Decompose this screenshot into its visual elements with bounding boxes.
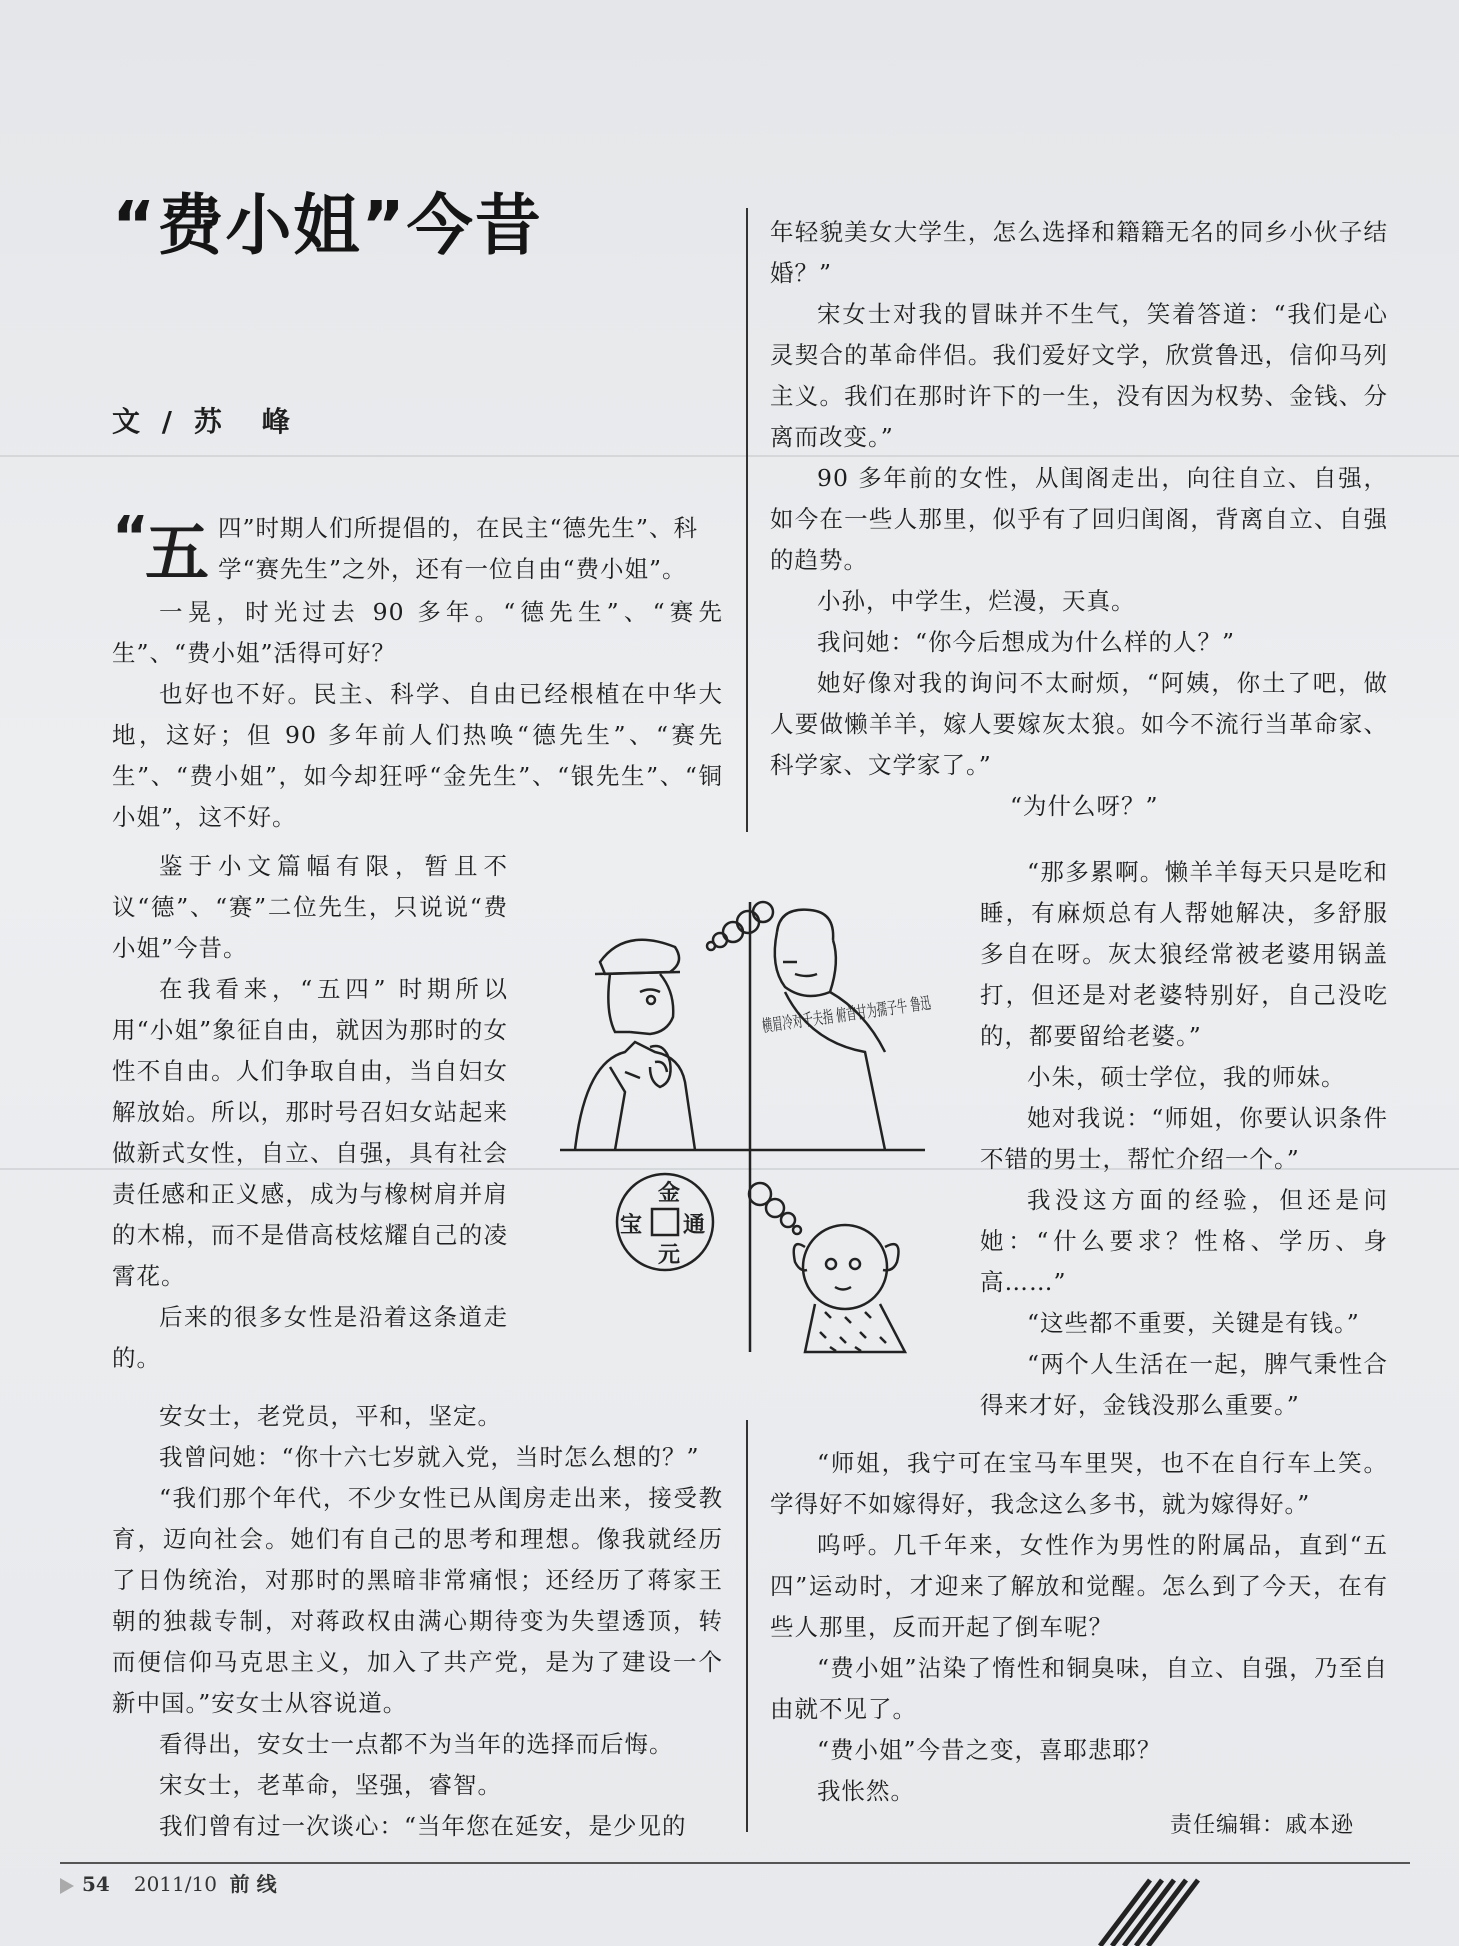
girl-figure	[794, 1225, 905, 1352]
right-column-top	[770, 212, 1388, 827]
binder-clip-shadow	[1080, 1870, 1200, 1946]
left-column-bottom	[112, 1396, 723, 1847]
article-title: “费小姐”今昔	[112, 187, 543, 264]
coin-char-right: 通	[683, 1212, 706, 1238]
paragraph: “费小姐”今昔之变，喜耶悲耶？	[817, 1736, 1162, 1764]
paragraph: 宋女士，老革命，坚强，睿智。	[159, 1771, 502, 1799]
thought-bubble	[707, 942, 715, 950]
left-column-top	[112, 592, 723, 838]
paragraph: “师姐，我宁可在宝马车里哭，也不在自行车上笑。学得好不如嫁得好，我念这么多书，就为嫁得好。”	[770, 1449, 1388, 1518]
paragraph: 她好像对我的询问不太耐烦，“阿姨，你土了吧，做人要做懒羊羊，嫁人要嫁灰太狼。如今不流行当革命家、科学家、文学家了。”	[770, 669, 1388, 779]
thought-bubble	[793, 1226, 801, 1234]
paragraph: “这些都不重要，关键是有钱。”	[1027, 1309, 1360, 1337]
cartoon-illustration	[555, 892, 1044, 1362]
right-column-bottom	[770, 1443, 1388, 1812]
intro-line: 学“赛先生”之外，还有一位自由“费小姐”。	[218, 555, 687, 583]
thought-bubble	[753, 902, 773, 922]
magazine-name: 前 线	[229, 1872, 277, 1896]
coin-char-bottom: 元	[658, 1242, 681, 1268]
paragraph: “为什么呀？”	[1010, 792, 1159, 820]
paragraph: 呜呼。几千年来，女性作为男性的附属品，直到“五四”运动时，才迎来了解放和觉醒。怎么到了今天，在有些人那里，反而开起了倒车呢？	[770, 1531, 1388, 1641]
paragraph: 安女士，老党员，平和，坚定。	[159, 1402, 502, 1430]
responsible-editor: 责任编辑：戚本逊	[1170, 1813, 1355, 1838]
intro-line: 四”时期人们所提倡的，在民主“德先生”、科	[218, 514, 699, 542]
right-column-narrow	[980, 852, 1388, 1426]
intro-lines	[218, 508, 723, 590]
paragraph: 我怅然。	[817, 1777, 915, 1805]
paragraph: “两个人生活在一起，脾气秉性合得来才好，金钱没那么重要。”	[980, 1350, 1388, 1419]
issue-date: 2011/10	[133, 1872, 217, 1896]
opening-quote-mark: “	[112, 505, 149, 570]
paragraph: 小朱，硕士学位，我的师妹。	[1027, 1063, 1346, 1091]
paragraph: 在我看来，“五四” 时期所以用“小姐”象征自由，就因为那时的女性不自由。人们争取自由，当自妇女解放始。所以，那时号召妇女站起来做新式女性，自立、自强，具有社会责任感和正义感，成为与橡树肩并肩的木棉，而不是借高枝炫耀自己的凌霄花。	[112, 975, 508, 1290]
coin-char-left: 宝	[620, 1212, 643, 1238]
left-column-narrow	[112, 846, 508, 1379]
paragraph: 我没这方面的经验，但还是问她：“什么要求？性格、学历、身高……”	[980, 1186, 1388, 1296]
paragraph: 一晃，时光过去 90 多年。“德先生”、“赛先生”、“费小姐”活得可好？	[112, 598, 723, 667]
paragraph: 我曾问她：“你十六七岁就入党，当时怎么想的？”	[159, 1443, 700, 1471]
drop-cap: 五	[145, 516, 209, 591]
byline: 文 / 苏 峰	[112, 405, 296, 438]
paragraph: 鉴于小文篇幅有限，暂且不议“德”、“赛”二位先生，只说说“费小姐”今昔。	[112, 852, 508, 962]
paragraph: “费小姐”沾染了惰性和铜臭味，自立、自强，乃至自由就不见了。	[770, 1654, 1388, 1723]
column-divider	[746, 1420, 748, 1832]
woman-in-cap-figure	[575, 940, 695, 1150]
paragraph: 我们曾有过一次谈心：“当年您在延安，是少见的	[159, 1812, 687, 1840]
paragraph: 90 多年前的女性，从闺阁走出，向往自立、自强，如今在一些人那里，似乎有了回归闺阁，背离自立、自强的趋势。	[770, 464, 1388, 574]
paragraph: “我们那个年代，不少女性已从闺房走出来，接受教育，迈向社会。她们有自己的思考和理想。像我就经历了日伪统治，对那时的黑暗非常痛恨；还经历了蒋家王朝的独裁专制，对蒋政权由满心期待变为失望透顶，转而便信仰马克思主义，加入了共产党，是为了建设一个新中国。”安女士从容说道。	[112, 1484, 723, 1717]
thought-bubble	[766, 1199, 784, 1217]
page-footer	[60, 1868, 277, 1897]
paragraph: 也好也不好。民主、科学、自由已经根植在中华大地，这好；但 90 多年前人们热唤“德先生”、“赛先生”、“费小姐”，如今却狂呼“金先生”、“银先生”、“铜小姐”，这不好。	[112, 680, 723, 831]
page-number: 54	[82, 1872, 110, 1896]
paragraph: 我问她：“你今后想成为什么样的人？”	[817, 628, 1236, 656]
calligraphy-inscription: 横眉冷对千夫指 俯首甘为孺子牛 鲁迅	[760, 977, 1044, 1037]
thought-bubble	[781, 1213, 795, 1227]
paragraph: 看得出，安女士一点都不为当年的选择而后悔。	[159, 1730, 674, 1758]
paragraph: 宋女士对我的冒昧并不生气，笑着答道：“我们是心灵契合的革命伴侣。我们爱好文学，欣赏鲁迅，信仰马列主义。我们在那时许下的一生，没有因为权势、金钱、分离而改变。”	[770, 300, 1388, 451]
triangle-marker-icon	[60, 1878, 74, 1894]
paragraph: 年轻貌美女大学生，怎么选择和籍籍无名的同乡小伙子结婚？”	[770, 218, 1388, 287]
thought-bubble	[737, 911, 759, 933]
coin-char-top: 金	[658, 1180, 681, 1206]
paragraph: 她对我说：“师姐，你要认识条件不错的男士，帮忙介绍一个。”	[980, 1104, 1388, 1173]
paragraph: 小孙，中学生，烂漫，天真。	[817, 587, 1136, 615]
paragraph: 后来的很多女性是沿着这条道走的。	[112, 1303, 508, 1372]
paragraph: “那多累啊。懒羊羊每天只是吃和睡，有麻烦总有人帮她解决，多舒服多自在呀。灰太狼经常被老婆用锅盖打，但还是对老婆特别好，自己没吃的，都要留给老婆。”	[980, 858, 1388, 1050]
footer-rule	[60, 1862, 1410, 1864]
column-divider	[746, 208, 748, 832]
